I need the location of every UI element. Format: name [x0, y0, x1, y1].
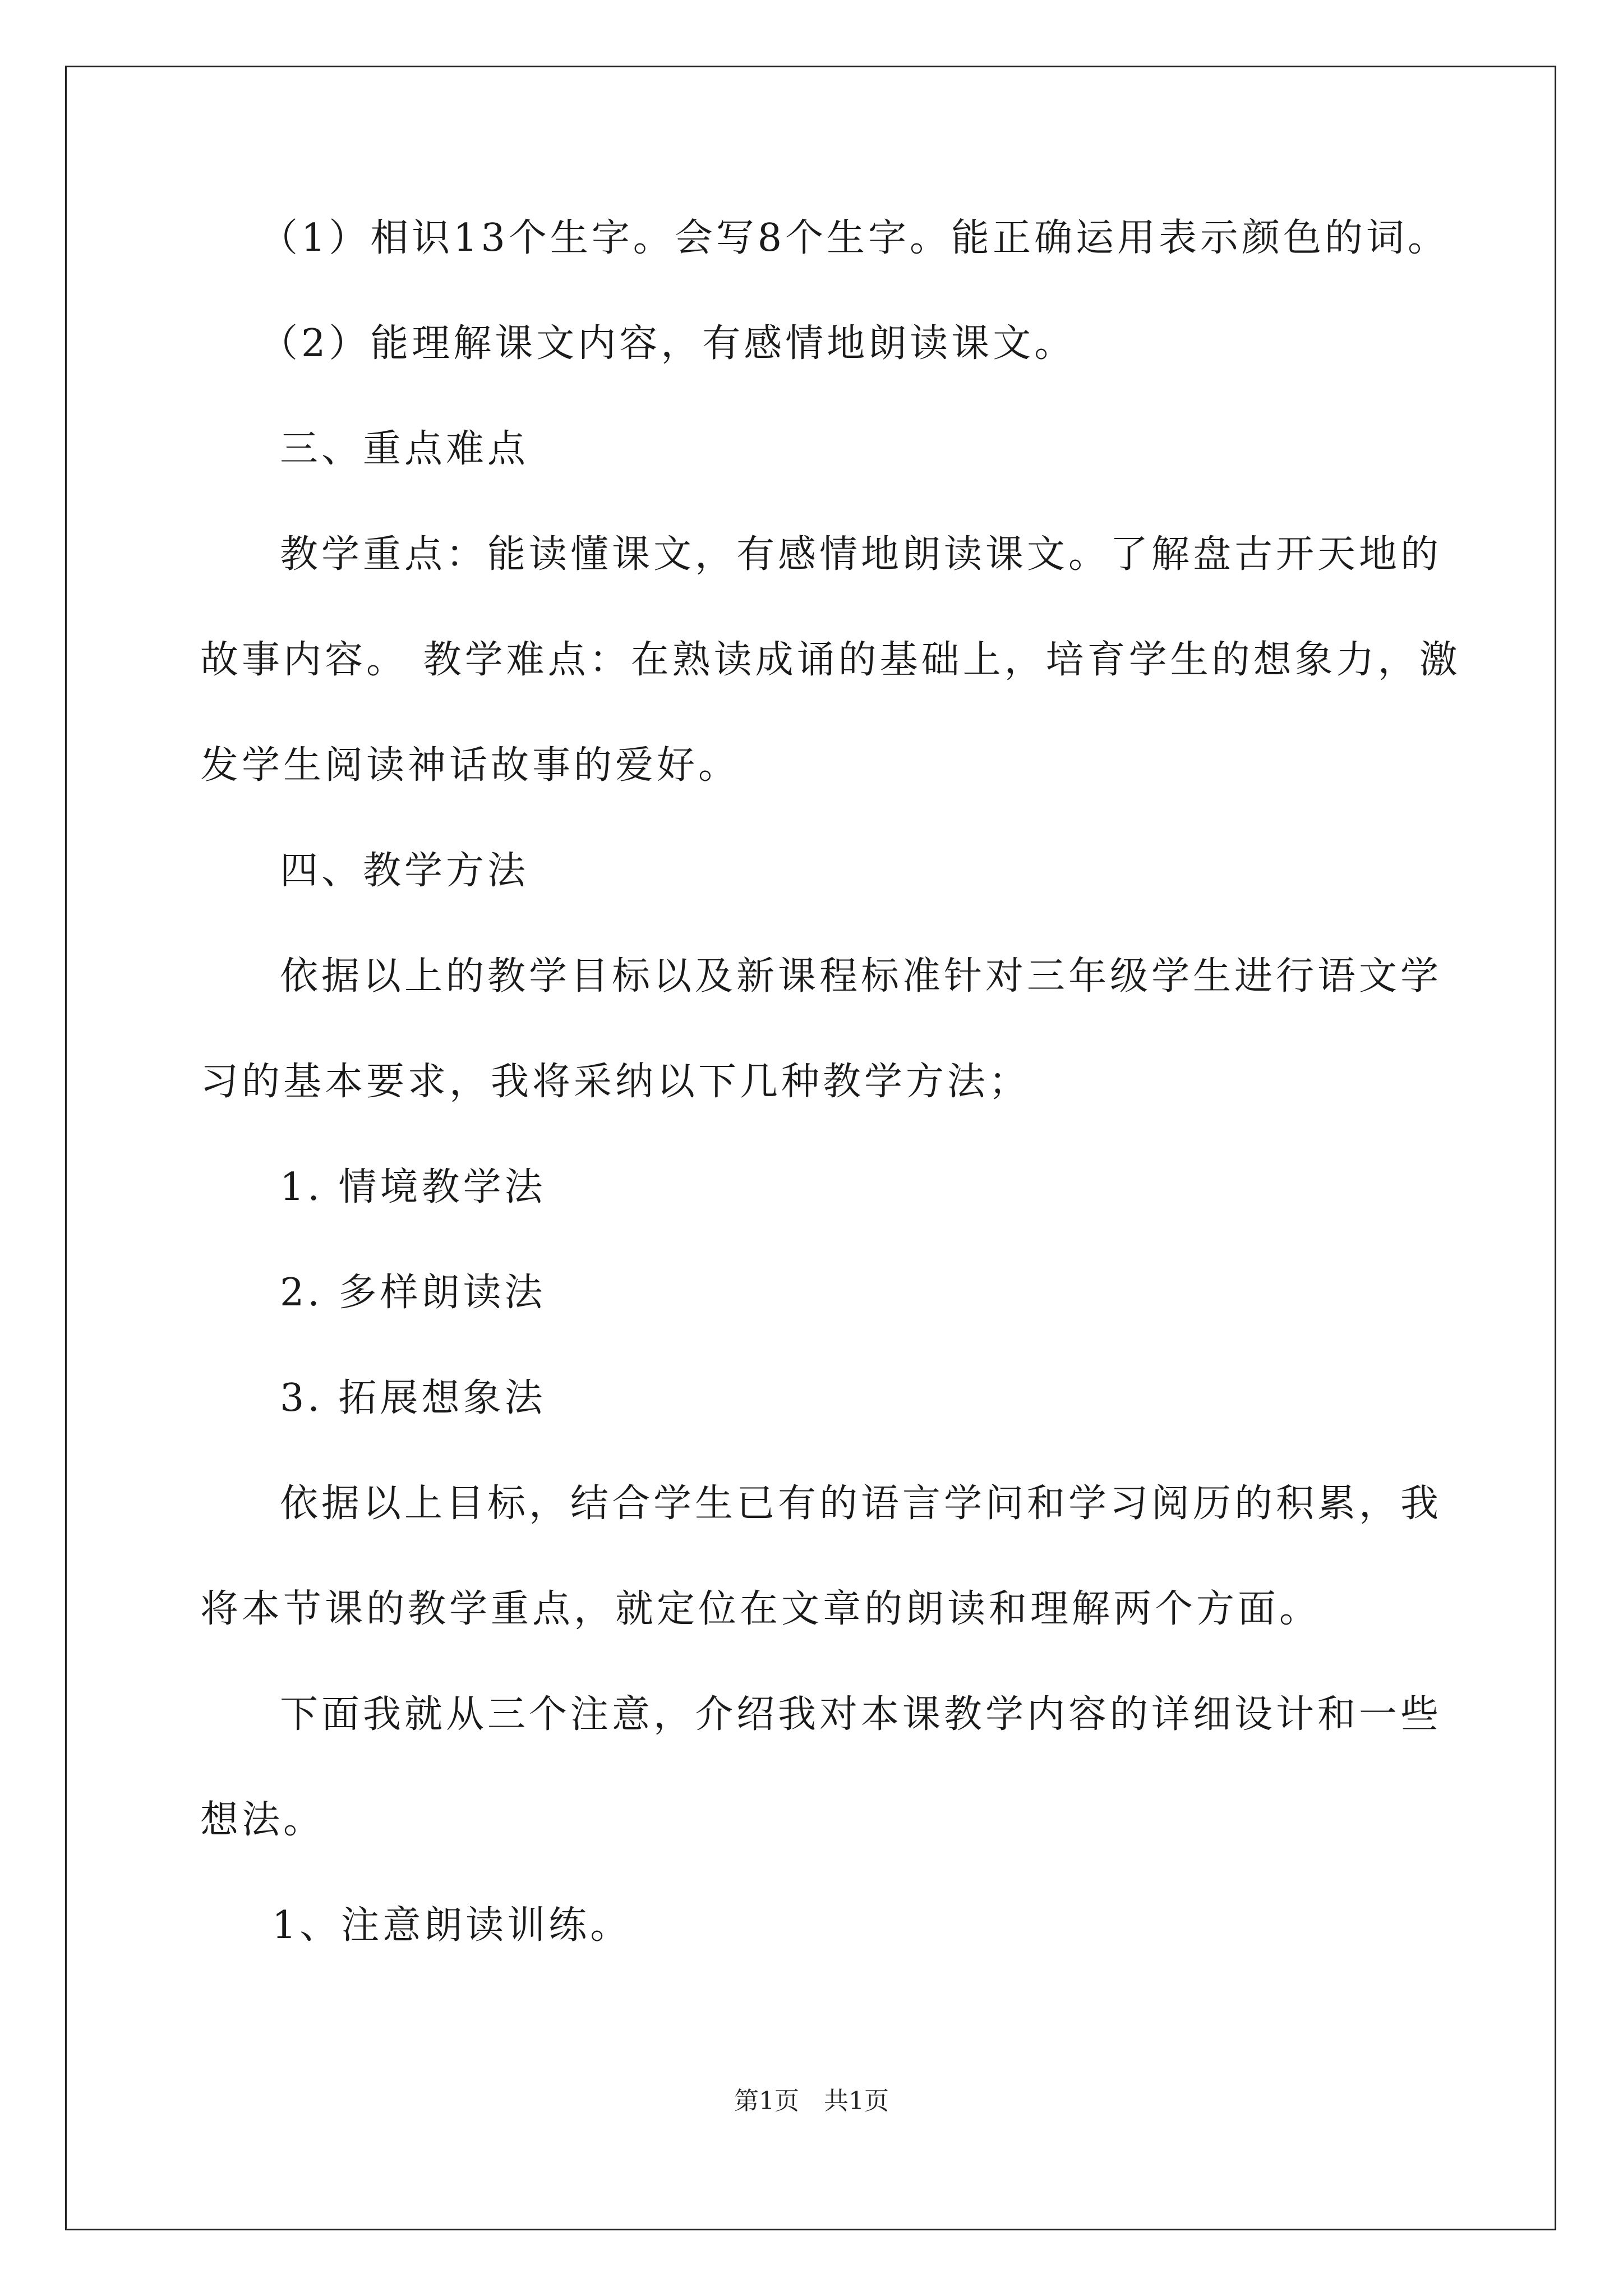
text-line: 故事内容。 教学难点：在熟读成诵的基础上，培育学生的想象力，激 — [200, 638, 1461, 682]
method-item-3 — [200, 1372, 1434, 1425]
paragraph-key-points — [200, 528, 1461, 792]
paragraph-methods-intro — [200, 950, 1442, 1108]
text-line: 3. 拓展想象法 — [280, 1376, 546, 1420]
method-item-1 — [200, 1161, 1434, 1214]
page-number-footer: 第1页 共1页 — [734, 2087, 889, 2115]
text-line: 2. 多样朗读法 — [280, 1271, 546, 1315]
text-line: 1. 情境教学法 — [280, 1165, 546, 1209]
section-heading-methods — [200, 845, 1434, 898]
text-line: 想法。 — [200, 1798, 325, 1842]
text-line: （1）相识13个生字。会写8个生字。能正确运用表示颜色的词。 — [260, 216, 1450, 260]
text-line: 下面我就从三个注意，介绍我对本课教学内容的详细设计和一些 — [280, 1692, 1442, 1737]
paragraph-design-intro — [200, 1688, 1442, 1847]
document-body — [200, 212, 1461, 1952]
subsection-heading-reading — [200, 1899, 1434, 1952]
text-line: 习的基本要求，我将采纳以下几种教学方法； — [200, 1060, 1031, 1104]
text-line: 将本节课的教学重点，就定位在文章的朗读和理解两个方面。 — [200, 1587, 1321, 1631]
paragraph-objective-2 — [200, 318, 1434, 370]
paragraph-focus — [200, 1478, 1442, 1636]
method-item-2 — [200, 1267, 1434, 1319]
text-line: 三、重点难点 — [280, 427, 529, 471]
text-line: 四、教学方法 — [280, 849, 529, 893]
paragraph-objective-1 — [200, 212, 1450, 265]
text-line: 教学重点：能读懂课文，有感情地朗读课文。了解盘古开天地的 — [280, 532, 1442, 577]
text-line: 1、注意朗读训练。 — [272, 1903, 632, 1948]
text-line: 依据以上目标，结合学生已有的语言学问和学习阅历的积累，我 — [280, 1481, 1442, 1526]
text-line: （2）能理解课文内容，有感情地朗读课文。 — [260, 321, 1076, 366]
text-line: 依据以上的教学目标以及新课程标准针对三年级学生进行语文学 — [280, 954, 1442, 999]
section-heading-key-points — [200, 423, 1434, 476]
text-line: 发学生阅读神话故事的爱好。 — [200, 743, 740, 788]
